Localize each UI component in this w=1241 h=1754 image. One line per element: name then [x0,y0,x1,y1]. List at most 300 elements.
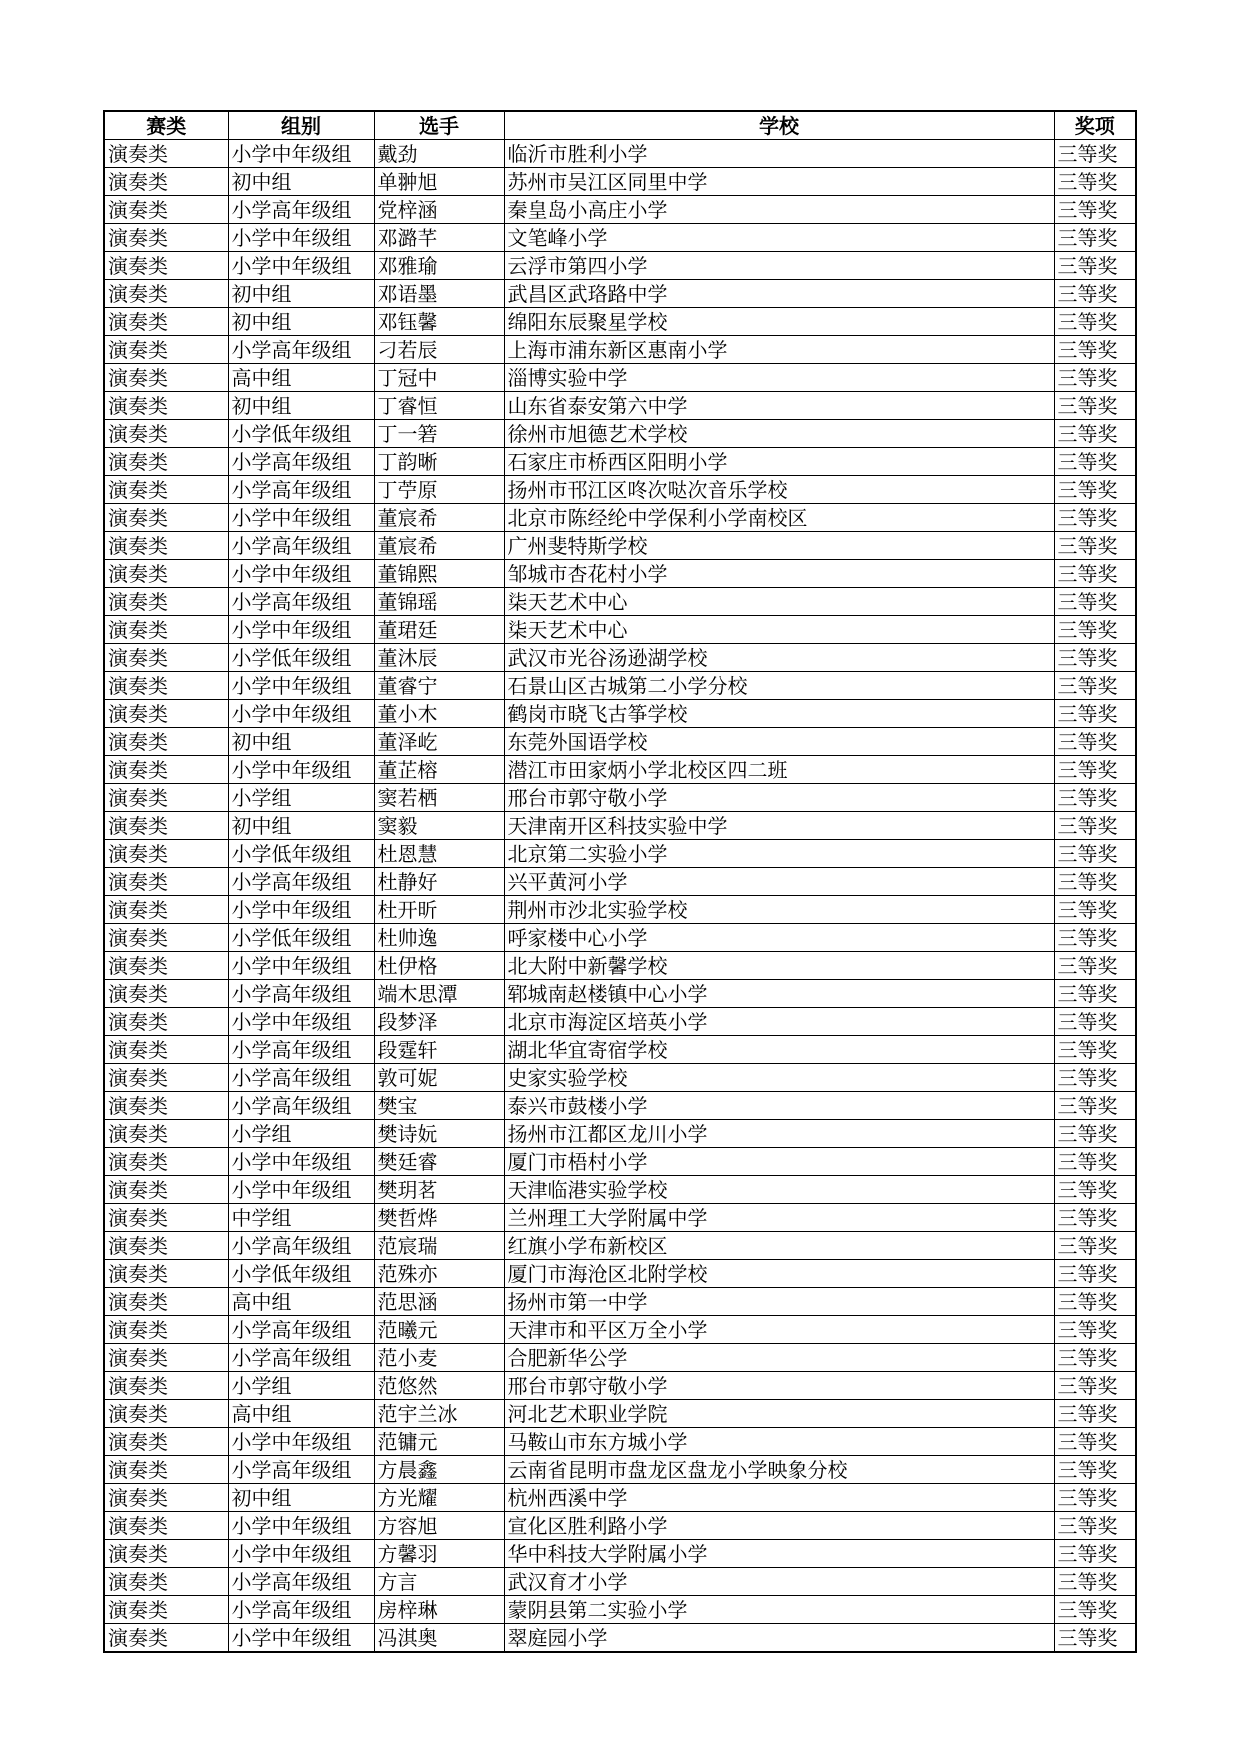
cell-contestant: 党梓涵 [374,196,504,224]
cell-school: 呼家楼中心小学 [504,924,1054,952]
cell-group: 小学高年级组 [228,1316,374,1344]
cell-category: 演奏类 [104,672,228,700]
cell-group: 小学中年级组 [228,1540,374,1568]
cell-school: 绵阳东辰聚星学校 [504,308,1054,336]
cell-school: 临沂市胜利小学 [504,140,1054,168]
cell-contestant: 樊宝 [374,1092,504,1120]
cell-award: 三等奖 [1054,420,1136,448]
cell-award: 三等奖 [1054,1008,1136,1036]
cell-group: 小学中年级组 [228,504,374,532]
table-body [104,140,1136,1653]
cell-award: 三等奖 [1054,1148,1136,1176]
cell-school: 广州斐特斯学校 [504,532,1054,560]
cell-award: 三等奖 [1054,1596,1136,1624]
cell-group: 小学低年级组 [228,1260,374,1288]
cell-award: 三等奖 [1054,364,1136,392]
cell-contestant: 戴劲 [374,140,504,168]
cell-group: 初中组 [228,812,374,840]
cell-contestant: 董宸希 [374,504,504,532]
header-school: 学校 [504,111,1054,140]
cell-group: 小学中年级组 [228,1148,374,1176]
cell-contestant: 范宸瑞 [374,1232,504,1260]
cell-contestant: 杜伊格 [374,952,504,980]
cell-category: 演奏类 [104,840,228,868]
cell-contestant: 范宇兰冰 [374,1400,504,1428]
table-row [104,1008,1136,1036]
table-row [104,196,1136,224]
cell-school: 厦门市梧村小学 [504,1148,1054,1176]
cell-contestant: 樊玥茗 [374,1176,504,1204]
cell-award: 三等奖 [1054,1344,1136,1372]
cell-group: 小学高年级组 [228,1596,374,1624]
table-row [104,448,1136,476]
cell-school: 徐州市旭德艺术学校 [504,420,1054,448]
cell-group: 小学高年级组 [228,196,374,224]
cell-award: 三等奖 [1054,532,1136,560]
table-row [104,364,1136,392]
cell-contestant: 房梓琳 [374,1596,504,1624]
table-row [104,420,1136,448]
cell-school: 秦皇岛小高庄小学 [504,196,1054,224]
cell-contestant: 邓潞芊 [374,224,504,252]
cell-award: 三等奖 [1054,1064,1136,1092]
cell-contestant: 方言 [374,1568,504,1596]
table-row [104,1596,1136,1624]
cell-category: 演奏类 [104,1624,228,1653]
cell-category: 演奏类 [104,1568,228,1596]
cell-school: 文笔峰小学 [504,224,1054,252]
cell-award: 三等奖 [1054,196,1136,224]
cell-group: 小学中年级组 [228,1624,374,1653]
cell-contestant: 杜静好 [374,868,504,896]
cell-group: 小学高年级组 [228,1568,374,1596]
table-row [104,588,1136,616]
cell-school: 东莞外国语学校 [504,728,1054,756]
cell-contestant: 邓雅瑜 [374,252,504,280]
cell-category: 演奏类 [104,1120,228,1148]
cell-category: 演奏类 [104,896,228,924]
table-row [104,1204,1136,1232]
table-row [104,1568,1136,1596]
cell-group: 小学中年级组 [228,700,374,728]
cell-award: 三等奖 [1054,504,1136,532]
cell-school: 武汉市光谷汤逊湖学校 [504,644,1054,672]
cell-contestant: 樊廷睿 [374,1148,504,1176]
cell-award: 三等奖 [1054,812,1136,840]
cell-group: 小学中年级组 [228,1008,374,1036]
cell-school: 河北艺术职业学院 [504,1400,1054,1428]
table-row [104,336,1136,364]
cell-category: 演奏类 [104,1148,228,1176]
cell-category: 演奏类 [104,980,228,1008]
table-row [104,644,1136,672]
header-award: 奖项 [1054,111,1136,140]
cell-group: 小学高年级组 [228,532,374,560]
cell-category: 演奏类 [104,196,228,224]
cell-contestant: 范悠然 [374,1372,504,1400]
cell-group: 小学中年级组 [228,952,374,980]
table-row [104,1344,1136,1372]
table-row [104,476,1136,504]
cell-category: 演奏类 [104,1456,228,1484]
cell-school: 天津南开区科技实验中学 [504,812,1054,840]
header-contestant: 选手 [374,111,504,140]
cell-award: 三等奖 [1054,1400,1136,1428]
cell-school: 天津临港实验学校 [504,1176,1054,1204]
cell-group: 小学组 [228,1120,374,1148]
cell-award: 三等奖 [1054,252,1136,280]
cell-category: 演奏类 [104,280,228,308]
cell-award: 三等奖 [1054,756,1136,784]
cell-school: 翠庭园小学 [504,1624,1054,1653]
header-group: 组别 [228,111,374,140]
cell-contestant: 董小木 [374,700,504,728]
cell-award: 三等奖 [1054,784,1136,812]
cell-contestant: 段霆轩 [374,1036,504,1064]
cell-contestant: 丁冠中 [374,364,504,392]
cell-category: 演奏类 [104,616,228,644]
cell-contestant: 范思涵 [374,1288,504,1316]
cell-contestant: 邓钰馨 [374,308,504,336]
cell-contestant: 冯淇奥 [374,1624,504,1653]
table-row [104,756,1136,784]
cell-group: 初中组 [228,392,374,420]
cell-school: 杭州西溪中学 [504,1484,1054,1512]
cell-school: 北大附中新馨学校 [504,952,1054,980]
cell-category: 演奏类 [104,420,228,448]
cell-category: 演奏类 [104,504,228,532]
cell-contestant: 方馨羽 [374,1540,504,1568]
cell-award: 三等奖 [1054,476,1136,504]
cell-category: 演奏类 [104,1008,228,1036]
table-row [104,532,1136,560]
cell-group: 小学中年级组 [228,616,374,644]
cell-category: 演奏类 [104,448,228,476]
table-row [104,1316,1136,1344]
cell-award: 三等奖 [1054,1176,1136,1204]
cell-award: 三等奖 [1054,728,1136,756]
cell-group: 小学高年级组 [228,336,374,364]
cell-contestant: 段梦泽 [374,1008,504,1036]
cell-award: 三等奖 [1054,1456,1136,1484]
cell-group: 小学中年级组 [228,140,374,168]
cell-group: 小学高年级组 [228,1064,374,1092]
table-row [104,1428,1136,1456]
cell-group: 初中组 [228,728,374,756]
cell-contestant: 杜帅逸 [374,924,504,952]
cell-school: 邹城市杏花村小学 [504,560,1054,588]
cell-group: 小学高年级组 [228,980,374,1008]
cell-category: 演奏类 [104,1232,228,1260]
cell-category: 演奏类 [104,756,228,784]
cell-award: 三等奖 [1054,224,1136,252]
cell-category: 演奏类 [104,1316,228,1344]
cell-category: 演奏类 [104,1400,228,1428]
cell-school: 潜江市田家炳小学北校区四二班 [504,756,1054,784]
cell-group: 小学组 [228,784,374,812]
cell-contestant: 单翀旭 [374,168,504,196]
cell-school: 合肥新华公学 [504,1344,1054,1372]
table-row [104,1288,1136,1316]
cell-category: 演奏类 [104,1512,228,1540]
cell-category: 演奏类 [104,1036,228,1064]
cell-group: 小学中年级组 [228,1428,374,1456]
cell-school: 鹤岗市晓飞古筝学校 [504,700,1054,728]
table-row [104,308,1136,336]
cell-award: 三等奖 [1054,924,1136,952]
cell-category: 演奏类 [104,588,228,616]
cell-award: 三等奖 [1054,280,1136,308]
table-row [104,1092,1136,1120]
cell-group: 小学中年级组 [228,756,374,784]
cell-group: 小学高年级组 [228,1092,374,1120]
cell-contestant: 董锦熙 [374,560,504,588]
cell-group: 初中组 [228,168,374,196]
cell-contestant: 董沐辰 [374,644,504,672]
cell-category: 演奏类 [104,1540,228,1568]
cell-school: 郓城南赵楼镇中心小学 [504,980,1054,1008]
table-row [104,1232,1136,1260]
cell-group: 小学中年级组 [228,896,374,924]
cell-contestant: 董锦瑶 [374,588,504,616]
cell-category: 演奏类 [104,868,228,896]
header-category: 赛类 [104,111,228,140]
cell-contestant: 杜恩慧 [374,840,504,868]
cell-category: 演奏类 [104,1372,228,1400]
cell-school: 华中科技大学附属小学 [504,1540,1054,1568]
cell-school: 云浮市第四小学 [504,252,1054,280]
cell-award: 三等奖 [1054,840,1136,868]
cell-award: 三等奖 [1054,588,1136,616]
cell-award: 三等奖 [1054,896,1136,924]
table-row [104,672,1136,700]
table-row [104,784,1136,812]
cell-contestant: 杜开昕 [374,896,504,924]
cell-school: 天津市和平区万全小学 [504,1316,1054,1344]
cell-category: 演奏类 [104,1260,228,1288]
cell-category: 演奏类 [104,644,228,672]
cell-school: 北京第二实验小学 [504,840,1054,868]
cell-contestant: 方光耀 [374,1484,504,1512]
cell-group: 小学低年级组 [228,840,374,868]
cell-group: 高中组 [228,1288,374,1316]
cell-contestant: 丁睿恒 [374,392,504,420]
cell-contestant: 邓语墨 [374,280,504,308]
table-row [104,1064,1136,1092]
cell-group: 小学中年级组 [228,224,374,252]
cell-award: 三等奖 [1054,644,1136,672]
table-row [104,896,1136,924]
cell-school: 武汉育才小学 [504,1568,1054,1596]
table-row [104,1260,1136,1288]
cell-award: 三等奖 [1054,336,1136,364]
cell-award: 三等奖 [1054,1036,1136,1064]
table-row [104,840,1136,868]
cell-award: 三等奖 [1054,1232,1136,1260]
cell-contestant: 董宸希 [374,532,504,560]
cell-category: 演奏类 [104,1288,228,1316]
table-row [104,1176,1136,1204]
cell-group: 初中组 [228,1484,374,1512]
cell-contestant: 窦毅 [374,812,504,840]
table-row [104,560,1136,588]
table-row [104,812,1136,840]
cell-group: 初中组 [228,280,374,308]
cell-school: 山东省泰安第六中学 [504,392,1054,420]
cell-category: 演奏类 [104,252,228,280]
cell-group: 小学中年级组 [228,1176,374,1204]
cell-contestant: 丁一箬 [374,420,504,448]
cell-group: 小学中年级组 [228,560,374,588]
cell-category: 演奏类 [104,700,228,728]
cell-group: 小学组 [228,1372,374,1400]
cell-school: 云南省昆明市盘龙区盘龙小学映象分校 [504,1456,1054,1484]
cell-category: 演奏类 [104,952,228,980]
cell-award: 三等奖 [1054,1260,1136,1288]
table-row [104,980,1136,1008]
cell-contestant: 董睿宁 [374,672,504,700]
cell-group: 小学中年级组 [228,252,374,280]
table-row [104,1400,1136,1428]
cell-group: 小学低年级组 [228,420,374,448]
cell-school: 北京市海淀区培英小学 [504,1008,1054,1036]
cell-group: 小学高年级组 [228,448,374,476]
cell-school: 武昌区武珞路中学 [504,280,1054,308]
cell-award: 三等奖 [1054,1540,1136,1568]
cell-group: 小学高年级组 [228,1344,374,1372]
table-row [104,252,1136,280]
cell-contestant: 敦可妮 [374,1064,504,1092]
table-row [104,168,1136,196]
cell-contestant: 端木思潭 [374,980,504,1008]
cell-group: 小学高年级组 [228,1456,374,1484]
cell-award: 三等奖 [1054,1512,1136,1540]
results-table [103,110,1137,1653]
cell-contestant: 窦若栖 [374,784,504,812]
cell-award: 三等奖 [1054,980,1136,1008]
cell-category: 演奏类 [104,140,228,168]
cell-contestant: 董芷榕 [374,756,504,784]
cell-school: 苏州市吴江区同里中学 [504,168,1054,196]
cell-award: 三等奖 [1054,616,1136,644]
table-row [104,504,1136,532]
cell-award: 三等奖 [1054,140,1136,168]
cell-school: 邢台市郭守敬小学 [504,1372,1054,1400]
cell-contestant: 丁苧原 [374,476,504,504]
cell-group: 小学低年级组 [228,924,374,952]
table-row [104,952,1136,980]
cell-school: 史家实验学校 [504,1064,1054,1092]
cell-category: 演奏类 [104,1344,228,1372]
cell-group: 小学高年级组 [228,588,374,616]
table-row [104,1624,1136,1653]
cell-category: 演奏类 [104,812,228,840]
cell-group: 中学组 [228,1204,374,1232]
cell-school: 石景山区古城第二小学分校 [504,672,1054,700]
cell-school: 兰州理工大学附属中学 [504,1204,1054,1232]
cell-contestant: 刁若辰 [374,336,504,364]
cell-award: 三等奖 [1054,1372,1136,1400]
cell-contestant: 董珺廷 [374,616,504,644]
cell-school: 湖北华宜寄宿学校 [504,1036,1054,1064]
cell-category: 演奏类 [104,1484,228,1512]
cell-school: 蒙阴县第二实验小学 [504,1596,1054,1624]
cell-school: 马鞍山市东方城小学 [504,1428,1054,1456]
cell-category: 演奏类 [104,1428,228,1456]
cell-school: 泰兴市鼓楼小学 [504,1092,1054,1120]
cell-school: 上海市浦东新区惠南小学 [504,336,1054,364]
cell-category: 演奏类 [104,924,228,952]
cell-category: 演奏类 [104,1064,228,1092]
cell-category: 演奏类 [104,168,228,196]
cell-category: 演奏类 [104,1092,228,1120]
cell-school: 红旗小学布新校区 [504,1232,1054,1260]
cell-category: 演奏类 [104,392,228,420]
cell-award: 三等奖 [1054,1204,1136,1232]
header-row [104,111,1136,140]
table-row [104,728,1136,756]
cell-group: 高中组 [228,364,374,392]
cell-category: 演奏类 [104,532,228,560]
cell-group: 小学中年级组 [228,672,374,700]
cell-award: 三等奖 [1054,1624,1136,1653]
cell-category: 演奏类 [104,224,228,252]
table-row [104,700,1136,728]
cell-group: 小学高年级组 [228,476,374,504]
cell-category: 演奏类 [104,336,228,364]
cell-award: 三等奖 [1054,700,1136,728]
cell-school: 兴平黄河小学 [504,868,1054,896]
cell-group: 小学高年级组 [228,1232,374,1260]
cell-award: 三等奖 [1054,168,1136,196]
cell-school: 扬州市邗江区咚次哒次音乐学校 [504,476,1054,504]
table-row [104,1036,1136,1064]
cell-school: 柒天艺术中心 [504,588,1054,616]
cell-contestant: 樊哲烨 [374,1204,504,1232]
cell-contestant: 方容旭 [374,1512,504,1540]
table-row [104,1148,1136,1176]
cell-category: 演奏类 [104,1596,228,1624]
cell-award: 三等奖 [1054,308,1136,336]
table-row [104,280,1136,308]
cell-award: 三等奖 [1054,392,1136,420]
cell-award: 三等奖 [1054,1316,1136,1344]
table-row [104,1120,1136,1148]
table-row [104,1512,1136,1540]
cell-group: 小学低年级组 [228,644,374,672]
cell-school: 石家庄市桥西区阳明小学 [504,448,1054,476]
table-row [104,868,1136,896]
cell-contestant: 范殊亦 [374,1260,504,1288]
cell-school: 扬州市第一中学 [504,1288,1054,1316]
cell-award: 三等奖 [1054,1484,1136,1512]
cell-school: 宣化区胜利路小学 [504,1512,1054,1540]
cell-school: 厦门市海沧区北附学校 [504,1260,1054,1288]
table-row [104,924,1136,952]
cell-award: 三等奖 [1054,1288,1136,1316]
cell-category: 演奏类 [104,308,228,336]
cell-group: 小学高年级组 [228,868,374,896]
cell-school: 荆州市沙北实验学校 [504,896,1054,924]
cell-category: 演奏类 [104,476,228,504]
cell-group: 小学高年级组 [228,1036,374,1064]
cell-award: 三等奖 [1054,1120,1136,1148]
cell-category: 演奏类 [104,784,228,812]
cell-group: 初中组 [228,308,374,336]
cell-award: 三等奖 [1054,560,1136,588]
table-row [104,1540,1136,1568]
table-header [104,111,1136,140]
